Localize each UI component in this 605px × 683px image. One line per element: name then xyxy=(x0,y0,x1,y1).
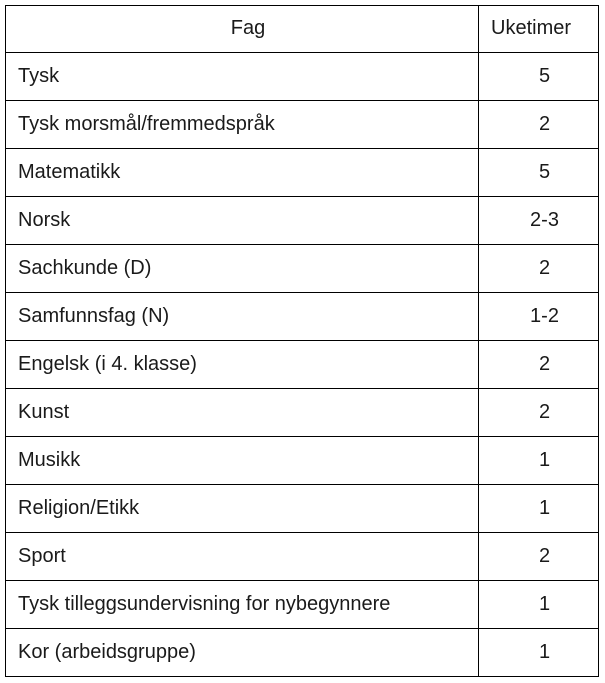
hours-cell: 1 xyxy=(479,485,599,533)
table-row xyxy=(6,293,599,341)
hours-cell: 1 xyxy=(479,437,599,485)
subject-cell: Kunst xyxy=(6,389,479,437)
table-row xyxy=(6,533,599,581)
hours-cell: 2 xyxy=(479,101,599,149)
hours-cell: 2-3 xyxy=(479,197,599,245)
subject-cell: Musikk xyxy=(6,437,479,485)
subject-cell: Tysk morsmål/fremmedspråk xyxy=(6,101,479,149)
table-row xyxy=(6,581,599,629)
subject-cell: Norsk xyxy=(6,197,479,245)
table-row xyxy=(6,629,599,677)
subject-cell: Religion/Etikk xyxy=(6,485,479,533)
subject-cell: Samfunnsfag (N) xyxy=(6,293,479,341)
table-row xyxy=(6,197,599,245)
hours-cell: 2 xyxy=(479,341,599,389)
header-subject: Fag xyxy=(6,6,479,53)
table-row xyxy=(6,485,599,533)
hours-cell: 5 xyxy=(479,53,599,101)
table-row xyxy=(6,101,599,149)
weekly-hours-table xyxy=(5,5,599,677)
hours-cell: 1 xyxy=(479,629,599,677)
table-row xyxy=(6,341,599,389)
hours-cell: 5 xyxy=(479,149,599,197)
table-row xyxy=(6,149,599,197)
table-row xyxy=(6,437,599,485)
subject-cell: Sachkunde (D) xyxy=(6,245,479,293)
subject-cell: Kor (arbeidsgruppe) xyxy=(6,629,479,677)
hours-cell: 1-2 xyxy=(479,293,599,341)
table-row xyxy=(6,389,599,437)
hours-cell: 2 xyxy=(479,389,599,437)
hours-cell: 2 xyxy=(479,533,599,581)
subject-cell: Matematikk xyxy=(6,149,479,197)
table-row xyxy=(6,245,599,293)
subject-cell: Sport xyxy=(6,533,479,581)
hours-cell: 2 xyxy=(479,245,599,293)
subject-cell: Tysk xyxy=(6,53,479,101)
hours-cell: 1 xyxy=(479,581,599,629)
subject-cell: Engelsk (i 4. klasse) xyxy=(6,341,479,389)
table-header-row xyxy=(6,6,599,53)
subject-cell: Tysk tilleggsundervisning for nybegynnere xyxy=(6,581,479,629)
table-row xyxy=(6,53,599,101)
header-hours: Uketimer xyxy=(479,6,599,53)
